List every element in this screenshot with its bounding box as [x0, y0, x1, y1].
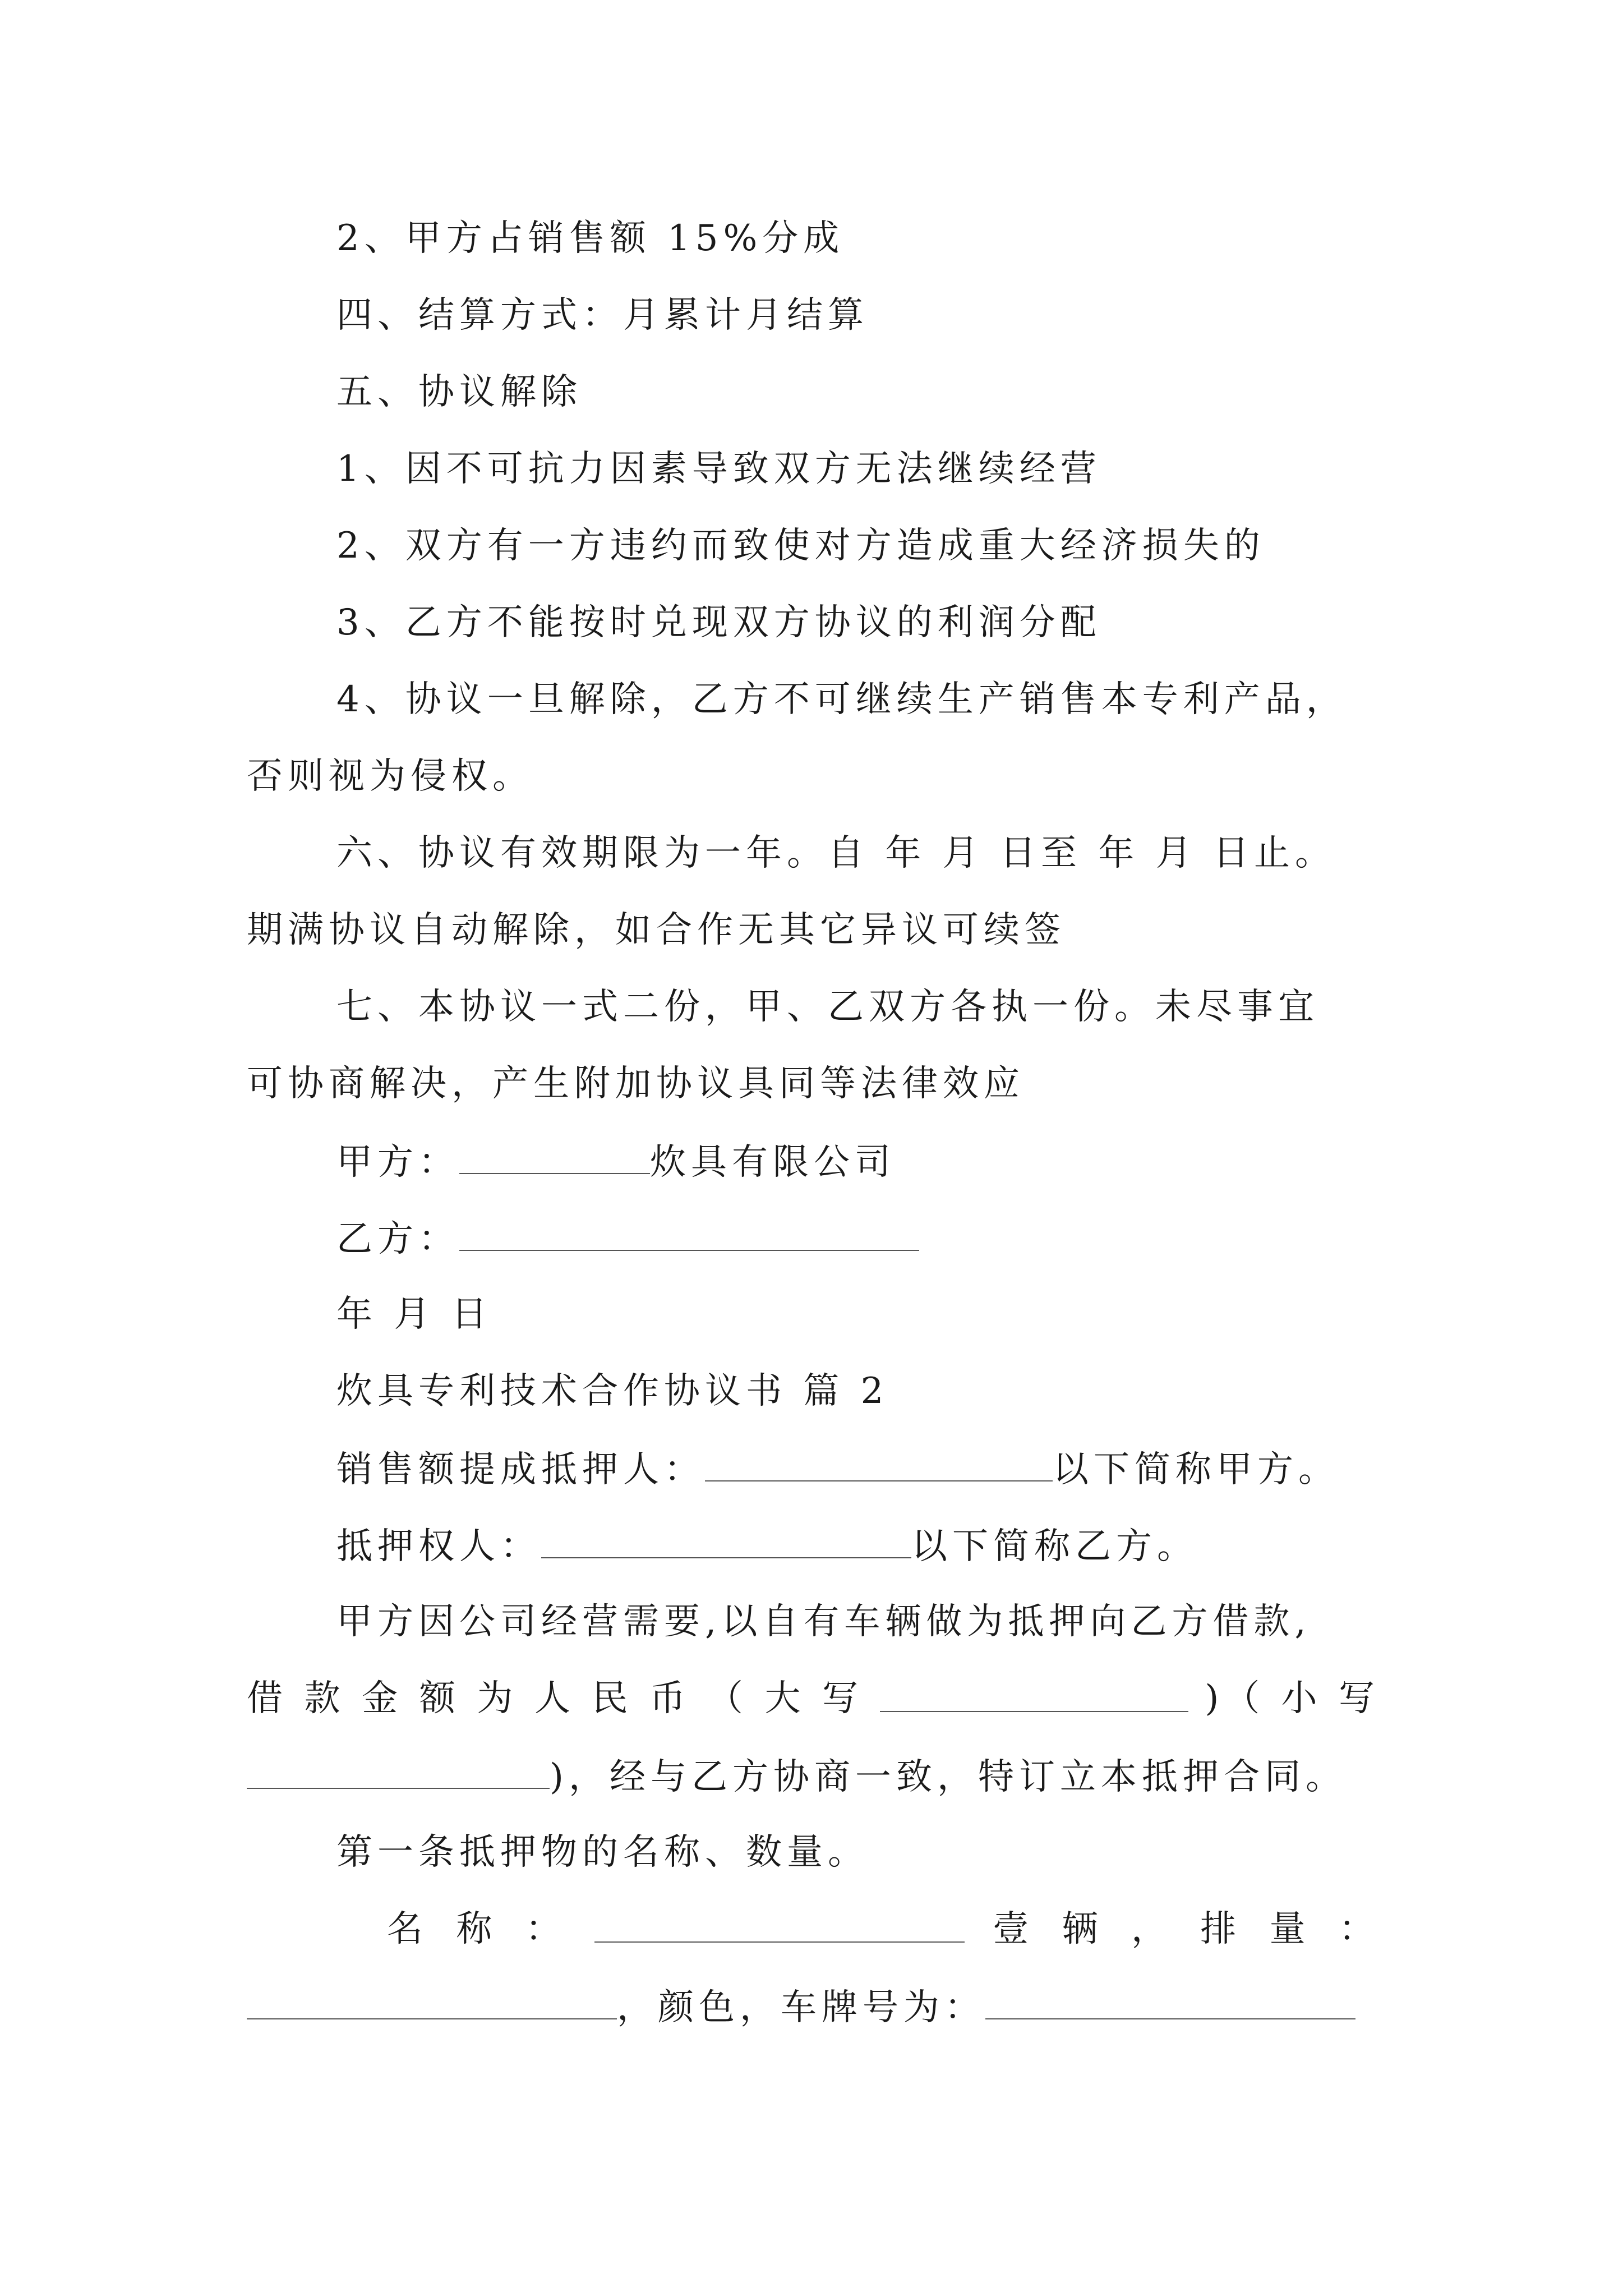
party-b-line	[336, 1215, 919, 1262]
clause-3-2: 2、甲方占销售额 15%分成	[336, 218, 845, 259]
loan-char: 币	[649, 1678, 691, 1719]
mortgagee-blank[interactable]	[541, 1522, 911, 1558]
clause-5-4: 4、协议一旦解除，乙方不可继续生产销售本专利产品，	[336, 679, 1347, 720]
loan-amount-cont	[247, 1753, 1347, 1800]
loan-char: 人	[534, 1678, 576, 1719]
name-char: 名	[387, 1908, 428, 1950]
party-b-blank[interactable]	[459, 1215, 919, 1251]
vehicle-char: ：	[1338, 1908, 1380, 1950]
loan-amount-cont-text: )，经与乙方协商一致，特订立本抵押合同。	[550, 1756, 1347, 1798]
date-line: 年 月 日	[336, 1294, 492, 1335]
mortgagor-blank[interactable]	[705, 1446, 1053, 1481]
party-a-label: 甲方：	[336, 1142, 459, 1183]
loan-char: 金	[362, 1678, 403, 1719]
vehicle-char: 排	[1200, 1908, 1242, 1950]
party-a-line	[336, 1138, 896, 1185]
section-2-title: 炊具专利技术合作协议书 篇 2	[336, 1370, 889, 1412]
party-a-suffix: 炊具有限公司	[650, 1142, 896, 1183]
loan-char: 写	[822, 1678, 864, 1719]
mortgagor-suffix: 以下简称甲方。	[1053, 1449, 1339, 1490]
clause-5-2: 2、双方有一方违约而致使对方造成重大经济损失的	[336, 525, 1265, 567]
clause-5-heading: 五、协议解除	[336, 371, 582, 413]
clause-5-3: 3、乙方不能按时兑现双方协议的利润分配	[336, 602, 1101, 643]
loan-paragraph: 甲方因公司经营需要,以自有车辆做为抵押向乙方借款,	[336, 1601, 1311, 1642]
amount-uppercase-blank[interactable]	[880, 1676, 1188, 1712]
mortgagor-label: 销售额提成抵押人：	[336, 1449, 705, 1490]
vehicle-char: 辆	[1062, 1908, 1103, 1950]
vehicle-name-line	[387, 1907, 1380, 1952]
loan-char: 大	[764, 1678, 806, 1719]
loan-char: （	[707, 1678, 748, 1719]
clause-7: 七、本协议一式二份，甲、乙双方各执一份。未尽事宜	[336, 986, 1319, 1028]
displacement-blank[interactable]	[247, 1984, 617, 2019]
vehicle-char: 量	[1269, 1908, 1311, 1950]
amount-lowercase-blank[interactable]	[247, 1753, 550, 1789]
loan-char: 借	[247, 1678, 288, 1719]
party-a-blank[interactable]	[459, 1138, 650, 1174]
clause-7-cont: 可协商解决，产生附加协议具同等法律效应	[247, 1063, 1025, 1105]
loan-char: 为	[477, 1678, 518, 1719]
loan-char: 额	[419, 1678, 460, 1719]
party-b-label: 乙方：	[336, 1218, 459, 1260]
name-char: ：	[525, 1908, 566, 1950]
mortgagor-line	[336, 1446, 1339, 1492]
vehicle-name-blank[interactable]	[594, 1907, 965, 1943]
vehicle-char: 壹	[993, 1908, 1034, 1950]
clause-5-4-cont: 否则视为侵权。	[247, 756, 533, 797]
plate-number-blank[interactable]	[985, 1984, 1355, 2019]
clause-6-cont: 期满协议自动解除，如合作无其它异议可续签	[247, 909, 1066, 951]
displacement-line	[247, 1984, 1355, 2030]
color-plate-text: ，颜色，车牌号为：	[617, 1987, 985, 2028]
clause-5-1: 1、因不可抗力因素导致双方无法继续经营	[336, 448, 1101, 490]
mortgagee-line	[336, 1522, 1198, 1569]
article-1: 第一条抵押物的名称、数量。	[336, 1832, 869, 1873]
mortgagee-suffix: 以下简称乙方。	[911, 1526, 1198, 1567]
loan-amount-line	[247, 1676, 1380, 1721]
vehicle-char: ，	[1131, 1908, 1172, 1950]
loan-char: 款	[304, 1678, 345, 1719]
loan-char: 民	[592, 1678, 633, 1719]
clause-6: 六、协议有效期限为一年。自 年 月 日至 年 月 日止。	[336, 832, 1336, 874]
mortgagee-label: 抵押权人：	[336, 1526, 541, 1567]
name-char: 称	[456, 1908, 497, 1950]
amount-lowercase-label: )（ 小 写	[1205, 1678, 1380, 1719]
clause-4-settlement: 四、结算方式：月累计月结算	[336, 295, 869, 336]
